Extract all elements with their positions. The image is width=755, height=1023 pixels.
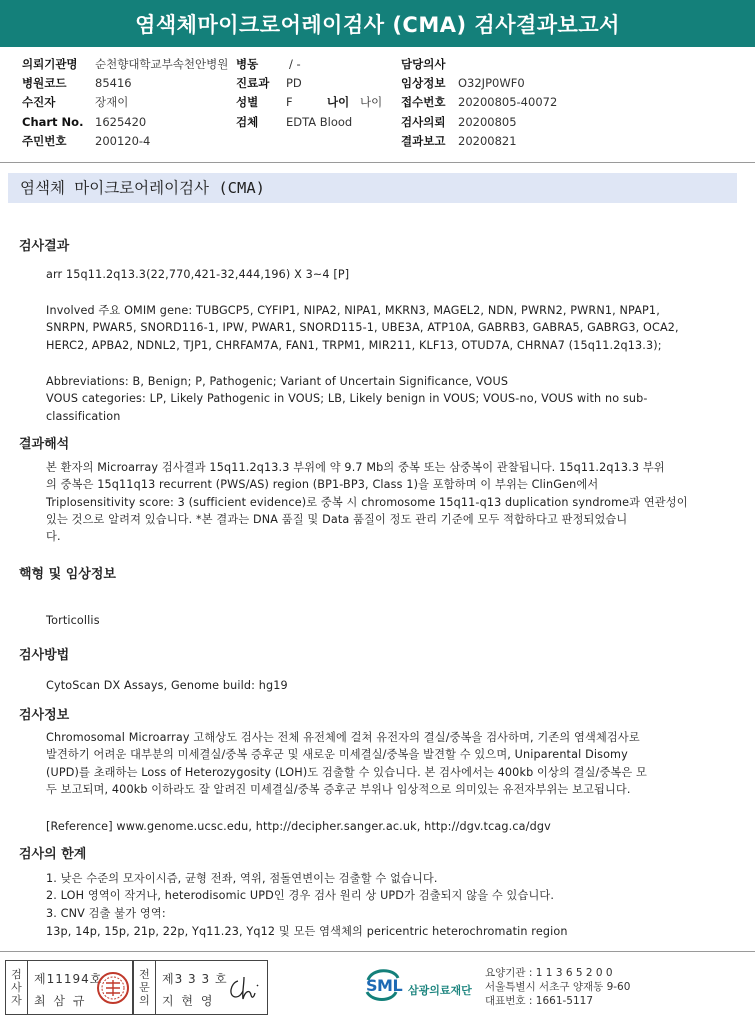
resident-no-label: 주민번호 xyxy=(22,134,67,148)
ward-label: 병동 xyxy=(236,57,259,71)
interpretation-line: 다. xyxy=(46,530,61,544)
specialist-name: 지 현 영 xyxy=(162,994,215,1008)
abbrev-line: classification xyxy=(46,409,121,423)
limits-regions: 13p, 14p, 15p, 21p, 22p, Yq11.23, Yq12 및 모든 염색체의 pericentric heterochromatin region xyxy=(46,925,568,938)
result-heading: 검사결과 xyxy=(19,239,70,254)
interpretation-line: 본 환자의 Microarray 검사결과 15q11.2q13.3 부위에 약 9.7 Mb의 중복 또는 삼중복이 관찰됩니다. 15q11.2q13.3 부위 xyxy=(46,461,665,474)
specialist-license: 제3 3 3 호 xyxy=(162,972,228,986)
interpretation-line: Triplosensitivity score: 3 (sufficient evidence)로 중복 시 chromosome 15q11-q13 duplication syndrome과 연관성이 xyxy=(46,495,688,509)
doctor-label: 담당의사 xyxy=(401,57,446,71)
hospital-code-value: 85416 xyxy=(95,76,132,90)
sml-logo-subtitle: 삼광의료재단 xyxy=(408,984,472,997)
section-title: 염색체 마이크로어레이검사 (CMA) xyxy=(8,173,737,203)
interpretation-line: 있는 것으로 알려져 있습니다. *본 결과는 DNA 품질 및 Data 품질이 정도 관리 기준에 모두 적합하다고 판정되었습니 xyxy=(46,512,628,526)
examiner-name: 최 삼 규 xyxy=(34,994,87,1008)
dept-label: 진료과 xyxy=(236,76,270,90)
specialist-box xyxy=(133,960,268,1015)
age-value: 나이 xyxy=(360,95,383,109)
age-label: 나이 xyxy=(327,95,350,109)
abbreviations xyxy=(46,373,746,425)
arr-notation: arr 15q11.2q13.3(22,770,421-32,444,196) X 3~4 [P] xyxy=(46,268,350,281)
chart-no-label: Chart No. xyxy=(22,115,84,129)
omim-genes xyxy=(46,302,746,354)
report-title: 염색체마이크로어레이검사 (CMA) 검사결과보고서 xyxy=(0,0,755,47)
method-text: CytoScan DX Assays, Genome build: hg19 xyxy=(46,679,288,692)
report-date-label: 결과보고 xyxy=(401,134,446,148)
lab-contact xyxy=(485,966,630,1008)
institution-value: 순천향대학교부속천안병원 xyxy=(95,57,229,71)
specimen-label: 검체 xyxy=(236,115,259,129)
limits-item: 2. LOH 영역이 작거나, heterodisomic UPD인 경우 검사 원리 상 UPD가 검출되지 않을 수 있습니다. xyxy=(46,889,555,903)
limits-item: 3. CNV 검출 불가 영역: xyxy=(46,906,166,920)
request-date-label: 검사의뢰 xyxy=(401,115,446,129)
lab-address: 서울특별시 서초구 양재동 9-60 xyxy=(485,981,631,993)
limits-list xyxy=(46,870,746,922)
examiner-label: 검 사 자 xyxy=(6,961,28,1014)
patient-info xyxy=(0,55,755,155)
sml-logo xyxy=(362,966,482,1008)
reference-line: [Reference] www.genome.ucsc.edu, http://decipher.sanger.ac.uk, http://dgv.tcag.ca/dgv xyxy=(46,820,551,833)
examiner-license: 제11194호 xyxy=(34,972,103,986)
examinee-value: 장재이 xyxy=(95,95,129,109)
abbrev-line: VOUS categories: LP, Likely Pathogenic in VOUS; LB, Likely benign in VOUS; VOUS-no, VOUS with no sub- xyxy=(46,392,648,406)
specialist-label: 전 문 의 xyxy=(134,961,156,1014)
receipt-no-value: 20200805-40072 xyxy=(458,95,558,109)
test-info-line: Chromosomal Microarray 고해상도 검사는 전체 유전체에 걸쳐 유전자의 결실/중복을 검사하며, 기존의 염색체검사로 xyxy=(46,731,640,744)
signature-icon xyxy=(224,973,264,1005)
method-heading: 검사방법 xyxy=(19,648,70,663)
omim-line: Involved 주요 OMIM gene: TUBGCP5, CYFIP1, NIPA2, NIPA1, MKRN3, MAGEL2, NDN, PWRN2, PWRN1, NPAP1, xyxy=(46,304,660,317)
test-info-heading: 검사정보 xyxy=(19,708,70,723)
clinical-info-value: O32JP0WF0 xyxy=(458,76,525,90)
footer xyxy=(0,956,755,1023)
sex-value: F xyxy=(286,95,293,109)
hospital-code-label: 병원코드 xyxy=(22,76,67,90)
interpretation-heading: 결과해석 xyxy=(19,437,70,452)
test-info-line: 발견하기 어려운 대부분의 미세결실/중복 증후군 및 새로운 미세결실/중복을 발견할 수 있으며, Uniparental Disomy xyxy=(46,748,628,762)
limits-item: 1. 낮은 수준의 모자이시즘, 균형 전좌, 역위, 점돌연변이는 검출할 수 없습니다. xyxy=(46,872,438,885)
footer-divider xyxy=(0,951,755,952)
request-date-value: 20200805 xyxy=(458,115,517,129)
limits-heading: 검사의 한계 xyxy=(19,847,87,862)
test-info-text xyxy=(46,729,746,798)
seal-stamp-icon xyxy=(96,971,130,1005)
lab-phone: 대표번호 : 1661-5117 xyxy=(485,995,594,1007)
agency-code: 요양기관 : 1 1 3 6 5 2 0 0 xyxy=(485,967,613,979)
omim-line: HERC2, APBA2, NDNL2, TJP1, CHRFAM7A, FAN1, TRPM1, MIR211, KLF13, OTUD7A, CHRNA7 (15q11.2q13.3); xyxy=(46,338,662,352)
institution-label: 의뢰기관명 xyxy=(22,57,78,71)
resident-no-value: 200120-4 xyxy=(95,134,151,148)
examinee-label: 수진자 xyxy=(22,95,56,109)
interpretation-line: 의 중복은 15q11q13 recurrent (PWS/AS) region (BP1-BP3, Class 1)을 포함하며 이 부위는 ClinGen에서 xyxy=(46,478,599,492)
chart-no-value: 1625420 xyxy=(95,115,147,129)
abbrev-line: Abbreviations: B, Benign; P, Pathogenic; Variant of Uncertain Significance, VOUS xyxy=(46,375,509,388)
omim-line: SNRPN, PWAR5, SNORD116-1, IPW, PWAR1, SNORD115-1, UBE3A, ATP10A, GABRB3, GABRA5, GABRG3, OCA2, xyxy=(46,321,679,335)
ward-value: / - xyxy=(289,57,301,71)
test-info-line: 두 보고되며, 400kb 이하라도 잘 알려진 미세결실/중복 증후군 부위나 임상적으로 의미있는 유전자부위는 보고됩니다. xyxy=(46,782,631,796)
dept-value: PD xyxy=(286,76,302,90)
test-info-line: (UPD)를 초래하는 Loss of Heterozygosity (LOH)도 검출할 수 있습니다. 본 검사에서는 400kb 이상의 결실/중복은 모 xyxy=(46,765,647,779)
receipt-no-label: 접수번호 xyxy=(401,95,446,109)
karyotype-text: Torticollis xyxy=(46,614,100,627)
examiner-box xyxy=(5,960,133,1015)
sex-label: 성별 xyxy=(236,95,259,109)
info-divider xyxy=(0,162,755,163)
specimen-value: EDTA Blood xyxy=(286,115,353,129)
report-date-value: 20200821 xyxy=(458,134,517,148)
interpretation-text xyxy=(46,459,746,545)
karyotype-heading: 핵형 및 임상정보 xyxy=(19,567,116,582)
clinical-info-label: 임상정보 xyxy=(401,76,446,90)
sml-logo-text: SML xyxy=(366,976,403,995)
